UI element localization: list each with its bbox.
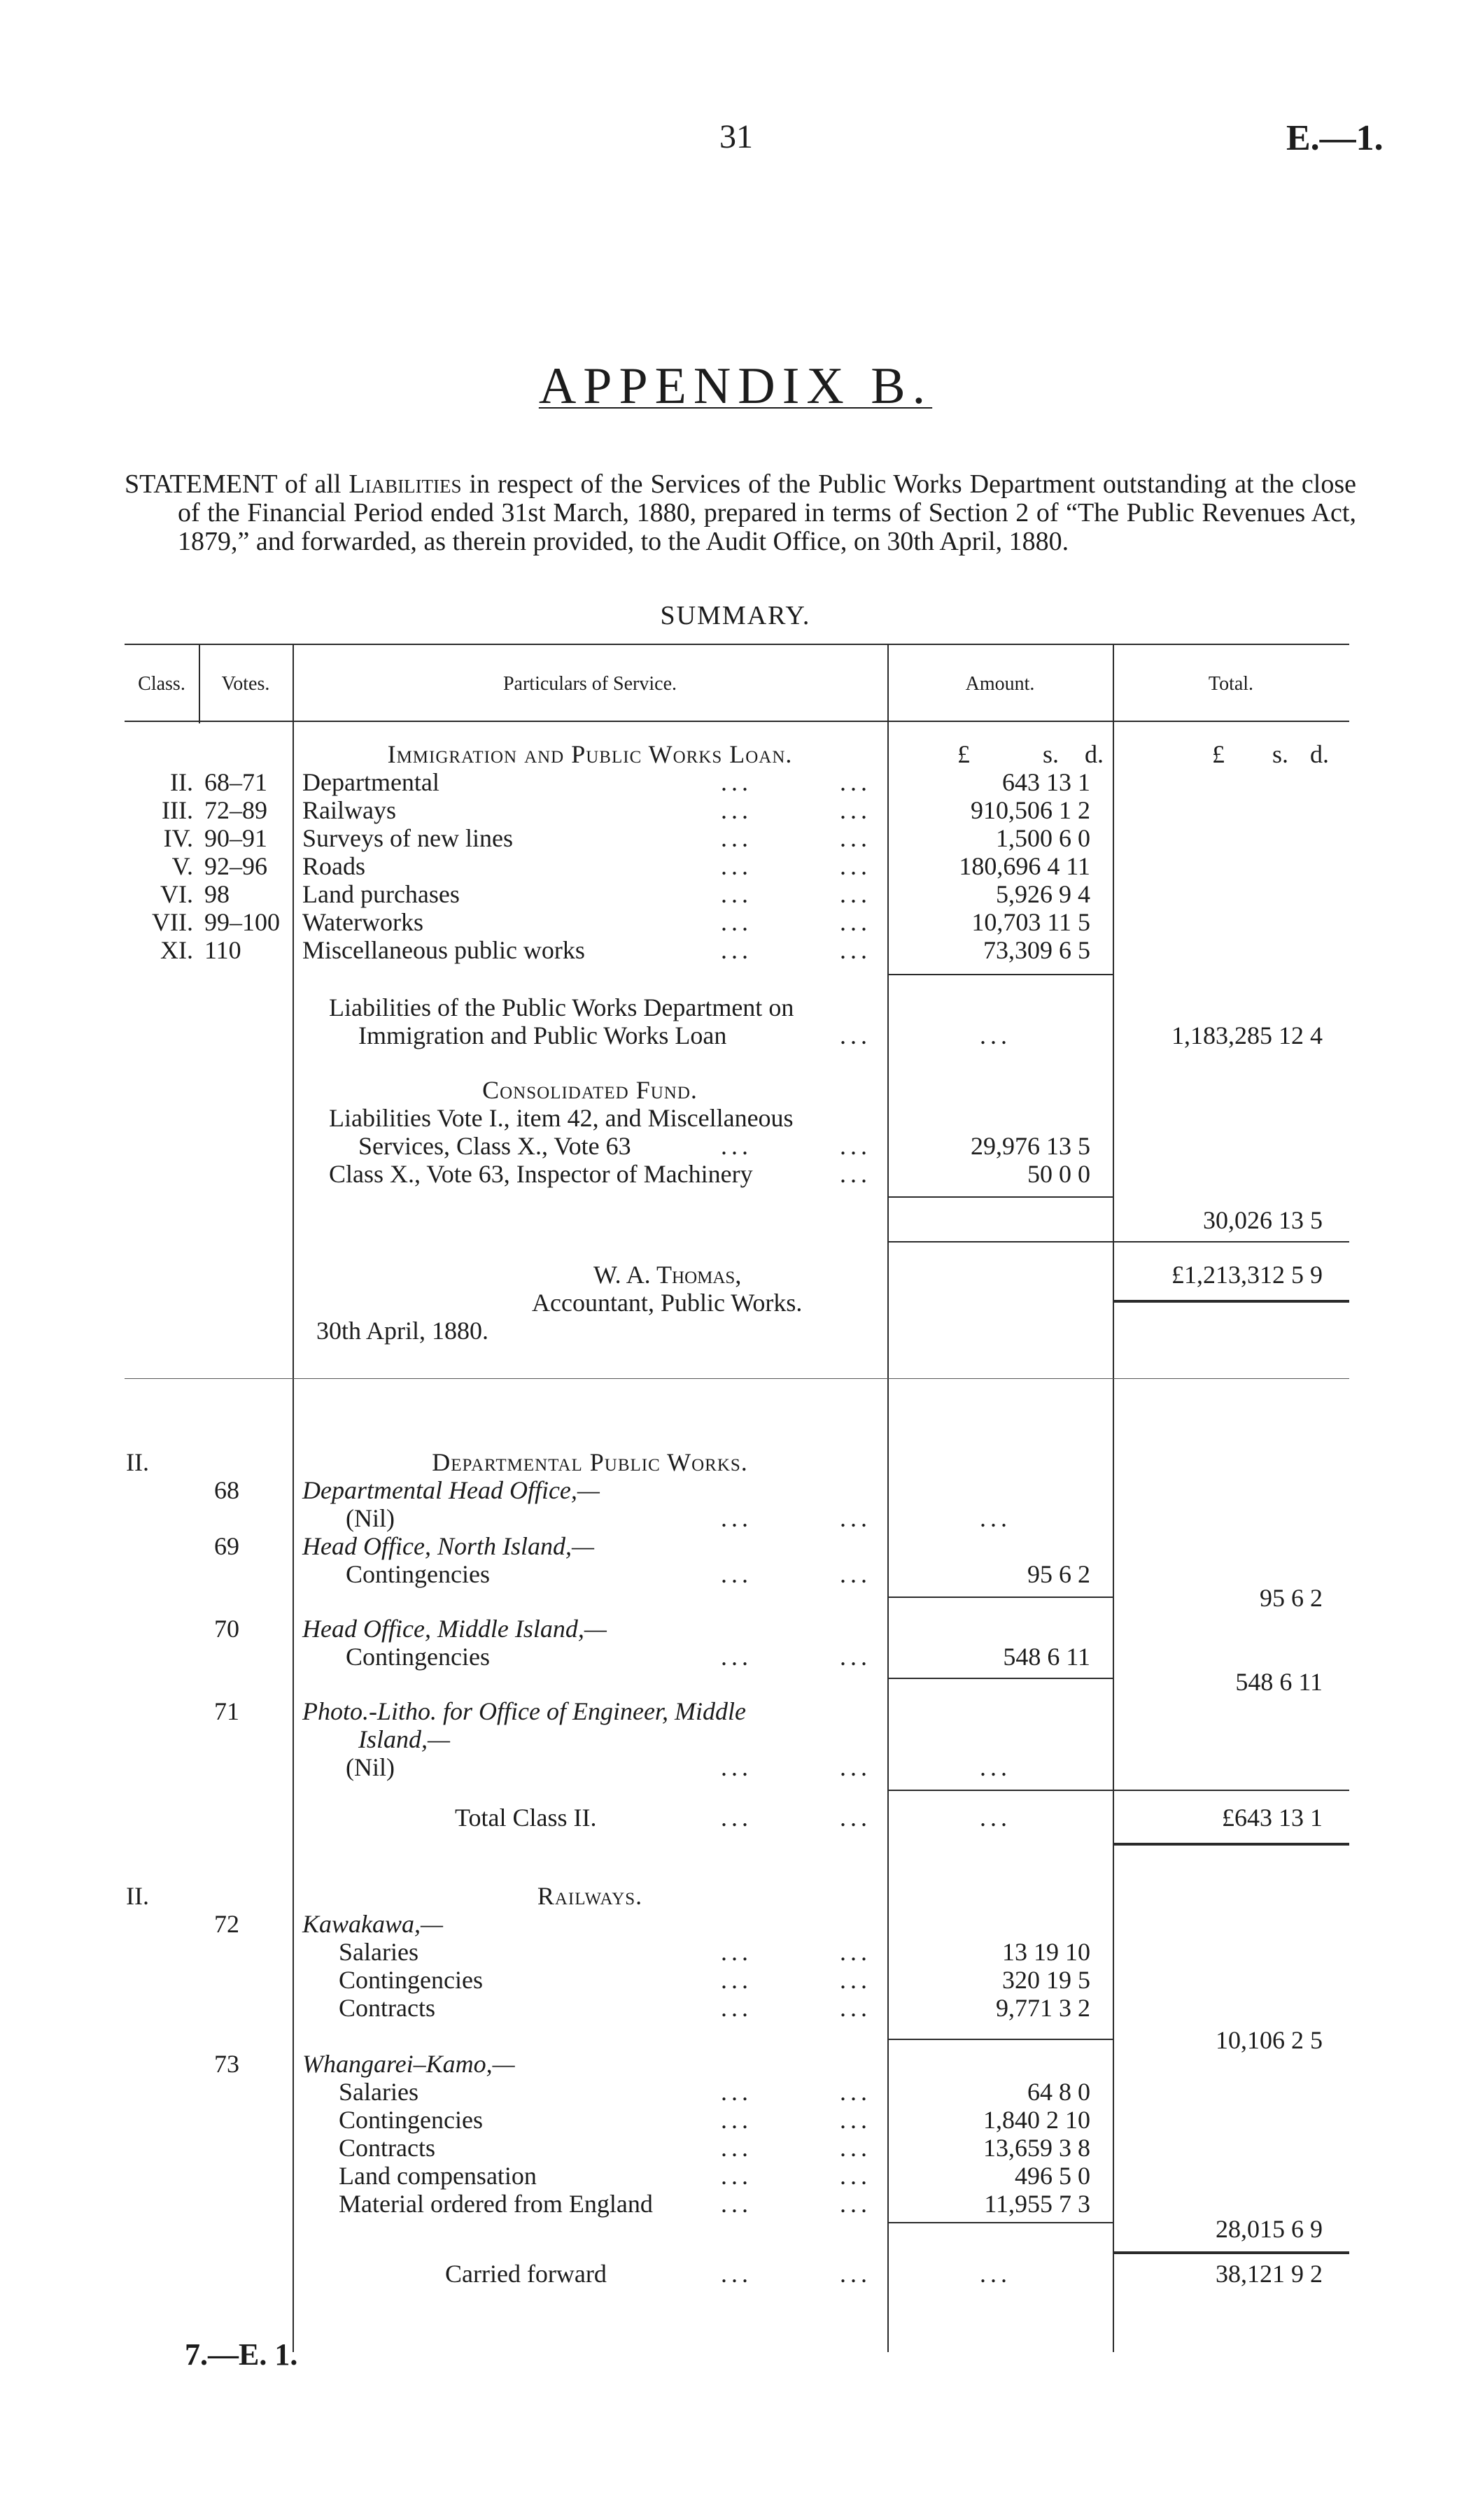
leader-dots: ... xyxy=(721,768,752,796)
col-header-amount: Amount. xyxy=(965,673,1035,695)
summary-row-desc: Roads xyxy=(302,852,365,880)
leader-dots: ... xyxy=(840,2134,871,2162)
whangarei-rule xyxy=(887,2222,1113,2223)
cf-total: 30,026 13 5 xyxy=(1203,1206,1323,1234)
carried-forward-label: Carried forward xyxy=(445,2260,607,2288)
appendix-title: APPENDIX B. xyxy=(538,358,933,415)
document-reference: E.—1. xyxy=(1286,118,1384,158)
leader-dots: ... xyxy=(721,2190,752,2218)
summary-row-class: II. xyxy=(170,768,193,796)
dept-total-rule xyxy=(887,1790,1349,1791)
carried-forward-amount: ... xyxy=(980,2260,1011,2288)
vote-69-rule xyxy=(887,1597,1113,1598)
vote-69-name: Head Office, North Island,— xyxy=(302,1532,594,1560)
line-desc: Contracts xyxy=(339,1994,435,2022)
leader-dots: ... xyxy=(721,852,752,880)
header-bottom-rule xyxy=(125,721,1349,722)
dept-total-amount: ... xyxy=(980,1804,1011,1832)
summary-row-desc: Departmental xyxy=(302,768,439,796)
leader-dots: ... xyxy=(840,1021,871,1049)
leader-dots: ... xyxy=(721,908,752,936)
leader-dots: ... xyxy=(721,1504,752,1532)
dept-total-value: £643 13 1 xyxy=(1222,1804,1323,1832)
vote-69-sub: Contingencies xyxy=(346,1560,490,1588)
summary-amount-rule xyxy=(887,974,1113,975)
leader-dots: ... xyxy=(721,796,752,824)
whangarei-total: 28,015 6 9 xyxy=(1216,2215,1323,2243)
total-d-header: d. xyxy=(1310,740,1329,768)
line-desc: Salaries xyxy=(339,2078,418,2106)
summary-row-class: III. xyxy=(162,796,193,824)
loan-amount-dots: ... xyxy=(980,1021,1011,1049)
signatory-title: Accountant, Public Works. xyxy=(532,1289,803,1317)
line-amount: 13,659 3 8 xyxy=(983,2134,1090,2162)
leader-dots: ... xyxy=(721,2078,752,2106)
summary-row-amount: 73,309 6 5 xyxy=(983,936,1090,964)
leader-dots: ... xyxy=(840,1132,871,1160)
kawakawa-name: Kawakawa,— xyxy=(302,1910,444,1938)
leader-dots: ... xyxy=(721,880,752,908)
summary-row-desc: Surveys of new lines xyxy=(302,824,513,852)
statement-date: 30th April, 1880. xyxy=(316,1317,489,1345)
leader-dots: ... xyxy=(721,1132,752,1160)
summary-row-desc: Miscellaneous public works xyxy=(302,936,585,964)
summary-row-desc: Waterworks xyxy=(302,908,424,936)
summary-row-votes: 98 xyxy=(204,880,230,908)
vote-70-name: Head Office, Middle Island,— xyxy=(302,1615,607,1643)
summary-row-votes: 68–71 xyxy=(204,768,267,796)
summary-row-amount: 910,506 1 2 xyxy=(971,796,1090,824)
summary-row-desc: Land purchases xyxy=(302,880,460,908)
dept-class: II. xyxy=(126,1448,149,1476)
dept-heading: Departmental Public Works. xyxy=(432,1448,748,1476)
leader-dots: ... xyxy=(721,936,752,964)
summary-heading: Immigration and Public Works Loan. xyxy=(387,740,793,768)
amount-d-header: d. xyxy=(1085,740,1104,768)
summary-row-class: XI. xyxy=(160,936,193,964)
leader-dots: ... xyxy=(840,2190,871,2218)
consolidated-fund-heading: Consolidated Fund. xyxy=(482,1076,698,1104)
whangarei-name: Whangarei–Kamo,— xyxy=(302,2050,515,2078)
summary-row-amount: 180,696 4 11 xyxy=(959,852,1090,880)
railways-class: II. xyxy=(126,1882,149,1910)
line-desc: Contingencies xyxy=(339,1966,483,1994)
total-pound-header: £ xyxy=(1212,740,1225,768)
cf-line-2: Services, Class X., Vote 63 xyxy=(358,1132,631,1160)
summary-row-desc: Railways xyxy=(302,796,396,824)
line-desc: Contingencies xyxy=(339,2106,483,2134)
footer-signature: 7.—E. 1. xyxy=(185,2337,298,2372)
vote-70-total: 548 6 11 xyxy=(1235,1668,1323,1696)
line-amount: 496 5 0 xyxy=(1015,2162,1090,2190)
leader-dots: ... xyxy=(721,1966,752,1994)
kawakawa-total: 10,106 2 5 xyxy=(1216,2026,1323,2054)
summary-row-votes: 90–91 xyxy=(204,824,267,852)
carried-forward-total: 38,121 9 2 xyxy=(1216,2260,1323,2288)
leader-dots: ... xyxy=(721,2162,752,2190)
leader-dots: ... xyxy=(721,1643,752,1671)
loan-liabilities-line-2: Immigration and Public Works Loan xyxy=(358,1021,727,1049)
leader-dots: ... xyxy=(721,1938,752,1966)
summary-row-amount: 643 13 1 xyxy=(1002,768,1090,796)
leader-dots: ... xyxy=(840,880,871,908)
votes-col-divider xyxy=(293,645,294,2352)
line-amount: 320 19 5 xyxy=(1002,1966,1090,1994)
cf-line-1: Liabilities Vote I., item 42, and Miscellaneous xyxy=(329,1104,794,1132)
line-desc: Salaries xyxy=(339,1938,418,1966)
col-header-particulars: Particulars of Service. xyxy=(502,673,677,695)
vote-70-sub: Contingencies xyxy=(346,1643,490,1671)
summary-row-class: IV. xyxy=(163,824,193,852)
summary-row-class: VII. xyxy=(152,908,193,936)
leader-dots: ... xyxy=(840,1160,871,1188)
vote-68-sub: (Nil) xyxy=(346,1504,395,1532)
summary-row-votes: 92–96 xyxy=(204,852,267,880)
leader-dots: ... xyxy=(840,796,871,824)
vote-70: 70 xyxy=(214,1615,239,1643)
leader-dots: ... xyxy=(840,1643,871,1671)
cf-amount-2: 50 0 0 xyxy=(1027,1160,1090,1188)
total-s-header: s. xyxy=(1272,740,1289,768)
vote-69: 69 xyxy=(214,1532,239,1560)
leader-dots: ... xyxy=(840,2260,871,2288)
leader-dots: ... xyxy=(840,2078,871,2106)
leader-dots: ... xyxy=(840,1753,871,1781)
line-desc: Contracts xyxy=(339,2134,435,2162)
leader-dots: ... xyxy=(840,1994,871,2022)
line-desc: Material ordered from England xyxy=(339,2190,653,2218)
cf-line-3: Class X., Vote 63, Inspector of Machinery xyxy=(329,1160,753,1188)
line-amount: 64 8 0 xyxy=(1027,2078,1090,2106)
summary-row-class: VI. xyxy=(160,880,193,908)
vote-70-rule xyxy=(887,1678,1113,1679)
col-header-votes: Votes. xyxy=(221,673,270,695)
leader-dots: ... xyxy=(721,824,752,852)
leader-dots: ... xyxy=(840,1804,871,1832)
table-top-rule xyxy=(125,644,1349,645)
col-header-total: Total. xyxy=(1208,673,1254,695)
leader-dots: ... xyxy=(721,1804,752,1832)
amount-pound-header: £ xyxy=(957,740,970,768)
leader-dots: ... xyxy=(840,2106,871,2134)
leader-dots: ... xyxy=(840,768,871,796)
col-header-class: Class. xyxy=(138,673,185,695)
summary-row-votes: 72–89 xyxy=(204,796,267,824)
summary-row-votes: 99–100 xyxy=(204,908,280,936)
vote-73: 73 xyxy=(214,2050,239,2078)
grand-total: £1,213,312 5 9 xyxy=(1171,1261,1323,1289)
summary-row-amount: 1,500 6 0 xyxy=(996,824,1090,852)
grand-total-double-rule xyxy=(1113,1300,1349,1303)
page-number: 31 xyxy=(719,118,753,155)
section-divider xyxy=(125,1378,1349,1379)
dept-total-label: Total Class II. xyxy=(455,1804,597,1832)
cf-amount-1: 29,976 13 5 xyxy=(971,1132,1090,1160)
line-amount: 1,840 2 10 xyxy=(983,2106,1090,2134)
vote-72: 72 xyxy=(214,1910,239,1938)
carried-forward-rule xyxy=(1113,2251,1349,2254)
line-amount: 9,771 3 2 xyxy=(996,1994,1090,2022)
vote-68: 68 xyxy=(214,1476,239,1504)
leader-dots: ... xyxy=(721,1753,752,1781)
grand-total-rule xyxy=(887,1241,1349,1243)
leader-dots: ... xyxy=(721,2106,752,2134)
summary-row-amount: 5,926 9 4 xyxy=(996,880,1090,908)
statement-lead: STATEMENT xyxy=(125,469,277,499)
leader-dots: ... xyxy=(840,1966,871,1994)
dept-total-double-rule xyxy=(1113,1843,1349,1846)
summary-row-votes: 110 xyxy=(204,936,241,964)
signatory-name: W. A. Thomas, xyxy=(593,1261,742,1289)
leader-dots: ... xyxy=(840,908,871,936)
loan-total: 1,183,285 12 4 xyxy=(1171,1021,1323,1049)
vote-70-amount: 548 6 11 xyxy=(1003,1643,1090,1671)
leader-dots: ... xyxy=(840,1938,871,1966)
statement-intro: STATEMENT of all Liabilities in respect of the Services of the Public Works Department outstanding at the close of the Financial Period ended 31st March, 1880, prepared in terms of Section 2 of “The Public Revenues Act, 1879,” and forwarded, as therein provided, to the Audit Office, on 30th April, 1880. xyxy=(125,469,1356,556)
amount-s-header: s. xyxy=(1043,740,1060,768)
vote-69-total: 95 6 2 xyxy=(1260,1584,1323,1612)
leader-dots: ... xyxy=(840,1504,871,1532)
leader-dots: ... xyxy=(721,2134,752,2162)
loan-liabilities-line-1: Liabilities of the Public Works Department on xyxy=(329,993,794,1021)
leader-dots: ... xyxy=(840,2162,871,2190)
vote-71-sub: (Nil) xyxy=(346,1753,395,1781)
line-amount: 11,955 7 3 xyxy=(984,2190,1090,2218)
cf-amount-rule xyxy=(887,1196,1113,1198)
leader-dots: ... xyxy=(840,936,871,964)
leader-dots: ... xyxy=(840,1560,871,1588)
summary-row-amount: 10,703 11 5 xyxy=(971,908,1090,936)
leader-dots: ... xyxy=(721,1560,752,1588)
kawakawa-rule xyxy=(887,2039,1113,2040)
railways-heading: Railways. xyxy=(537,1882,643,1910)
line-desc: Land compensation xyxy=(339,2162,537,2190)
vote-71-name: Photo.-Litho. for Office of Engineer, Middle xyxy=(302,1697,746,1725)
vote-71-name-cont: Island,— xyxy=(358,1725,451,1753)
leader-dots: ... xyxy=(840,824,871,852)
leader-dots: ... xyxy=(721,2260,752,2288)
vote-68-name: Departmental Head Office,— xyxy=(302,1476,600,1504)
vote-71: 71 xyxy=(214,1697,239,1725)
amount-col-divider xyxy=(1113,645,1114,2352)
vote-68-amount: ... xyxy=(980,1504,1011,1532)
vote-71-amount: ... xyxy=(980,1753,1011,1781)
summary-row-class: V. xyxy=(171,852,193,880)
leader-dots: ... xyxy=(721,1994,752,2022)
vote-69-amount: 95 6 2 xyxy=(1027,1560,1090,1588)
summary-title: SUMMARY. xyxy=(660,601,811,630)
line-amount: 13 19 10 xyxy=(1002,1938,1090,1966)
leader-dots: ... xyxy=(840,852,871,880)
